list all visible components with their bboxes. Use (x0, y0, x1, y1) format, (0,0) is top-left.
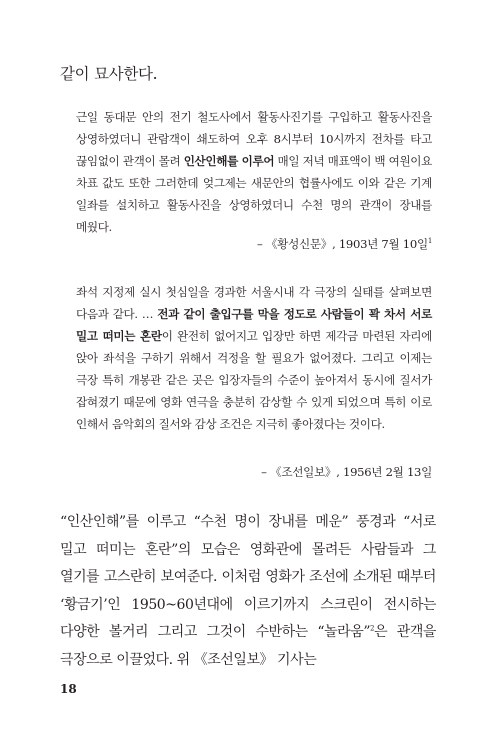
block-quote-chosun (76, 281, 432, 435)
lead-text: 같이 묘사한다. (60, 65, 158, 83)
quote-source-hwangseong (257, 236, 432, 252)
quote-emphasis: 인산인해를 이루어 (183, 154, 275, 168)
quote-text: 매일 저녁 매표액이 백 여원이요 차표 값도 또한 그러한데 엊그제는 새문안의 협률사에도 이와 같은 기계 일좌를 설치하고 활동사진을 상영하였더니 수천 명의 관객이 장내를 메웠다. (76, 154, 432, 234)
body-text: 은 관객을 극장으로 이끌었다. 위 《조선일보》 기사는 (60, 624, 437, 668)
footnote-marker: 2 (370, 624, 375, 633)
block-quote-hwangseong (76, 106, 432, 238)
source-text: – 《황성신문》, 1903년 7월 10일 (257, 237, 428, 251)
quote-emphasis: 전과 같이 출입구를 막을 정도로 사람들이 꽉 차서 서로 밀고 떠미는 혼란 (76, 307, 432, 343)
quote-text: 이 완전히 없어지고 입장만 하면 제각금 마련된 자리에 앉아 좌석을 구하기 위해서 걱정을 할 필요가 없어졌다. 그리고 이제는 극장 특히 개봉관 같은 곳은 입장자들의 수준이 높아져서 동시에 질서가 잡혀졌기 때문에 영화 연극을 충분히 감상할 수 있게 되었으며 특히 이로 인해서 음악회의 질서와 감상 조건은 지극히 좋아졌다는 것이다. (76, 329, 432, 431)
quote-source-chosun: – 《조선일보》, 1956년 2월 13일 (261, 465, 432, 479)
quote-text: 좌석 지정제 실시 첫심일을 경과한 서울시내 각 극장의 실태를 살펴보면 다음과 같다. … (76, 285, 432, 321)
footnote-marker: 1 (427, 237, 432, 246)
page-number: 18 (60, 682, 77, 696)
quote-text: 근일 동대문 안의 전기 철도사에서 활동사진기를 구입하고 활동사진을 상영하였더니 관람객이 쇄도하여 오후 8시부터 10시까지 전차를 타고 끊임없이 관객이 몰려 (76, 110, 432, 168)
body-text: “인산인해”를 이루고 “수천 명이 장내를 메운” 풍경과 “서로 밀고 떠미는 혼란”의 모습은 영화관에 몰려든 사람들과 그 열기를 고스란히 보여준다. 이처럼 영화가 조선에 소개된 때부터 ‘황금기’인 1950~60년대에 이르기까지 스크린이 전시하는 다양한 볼거리 그리고 그것이 수반하는 “놀라움” (60, 514, 436, 640)
body-paragraph (60, 509, 436, 674)
